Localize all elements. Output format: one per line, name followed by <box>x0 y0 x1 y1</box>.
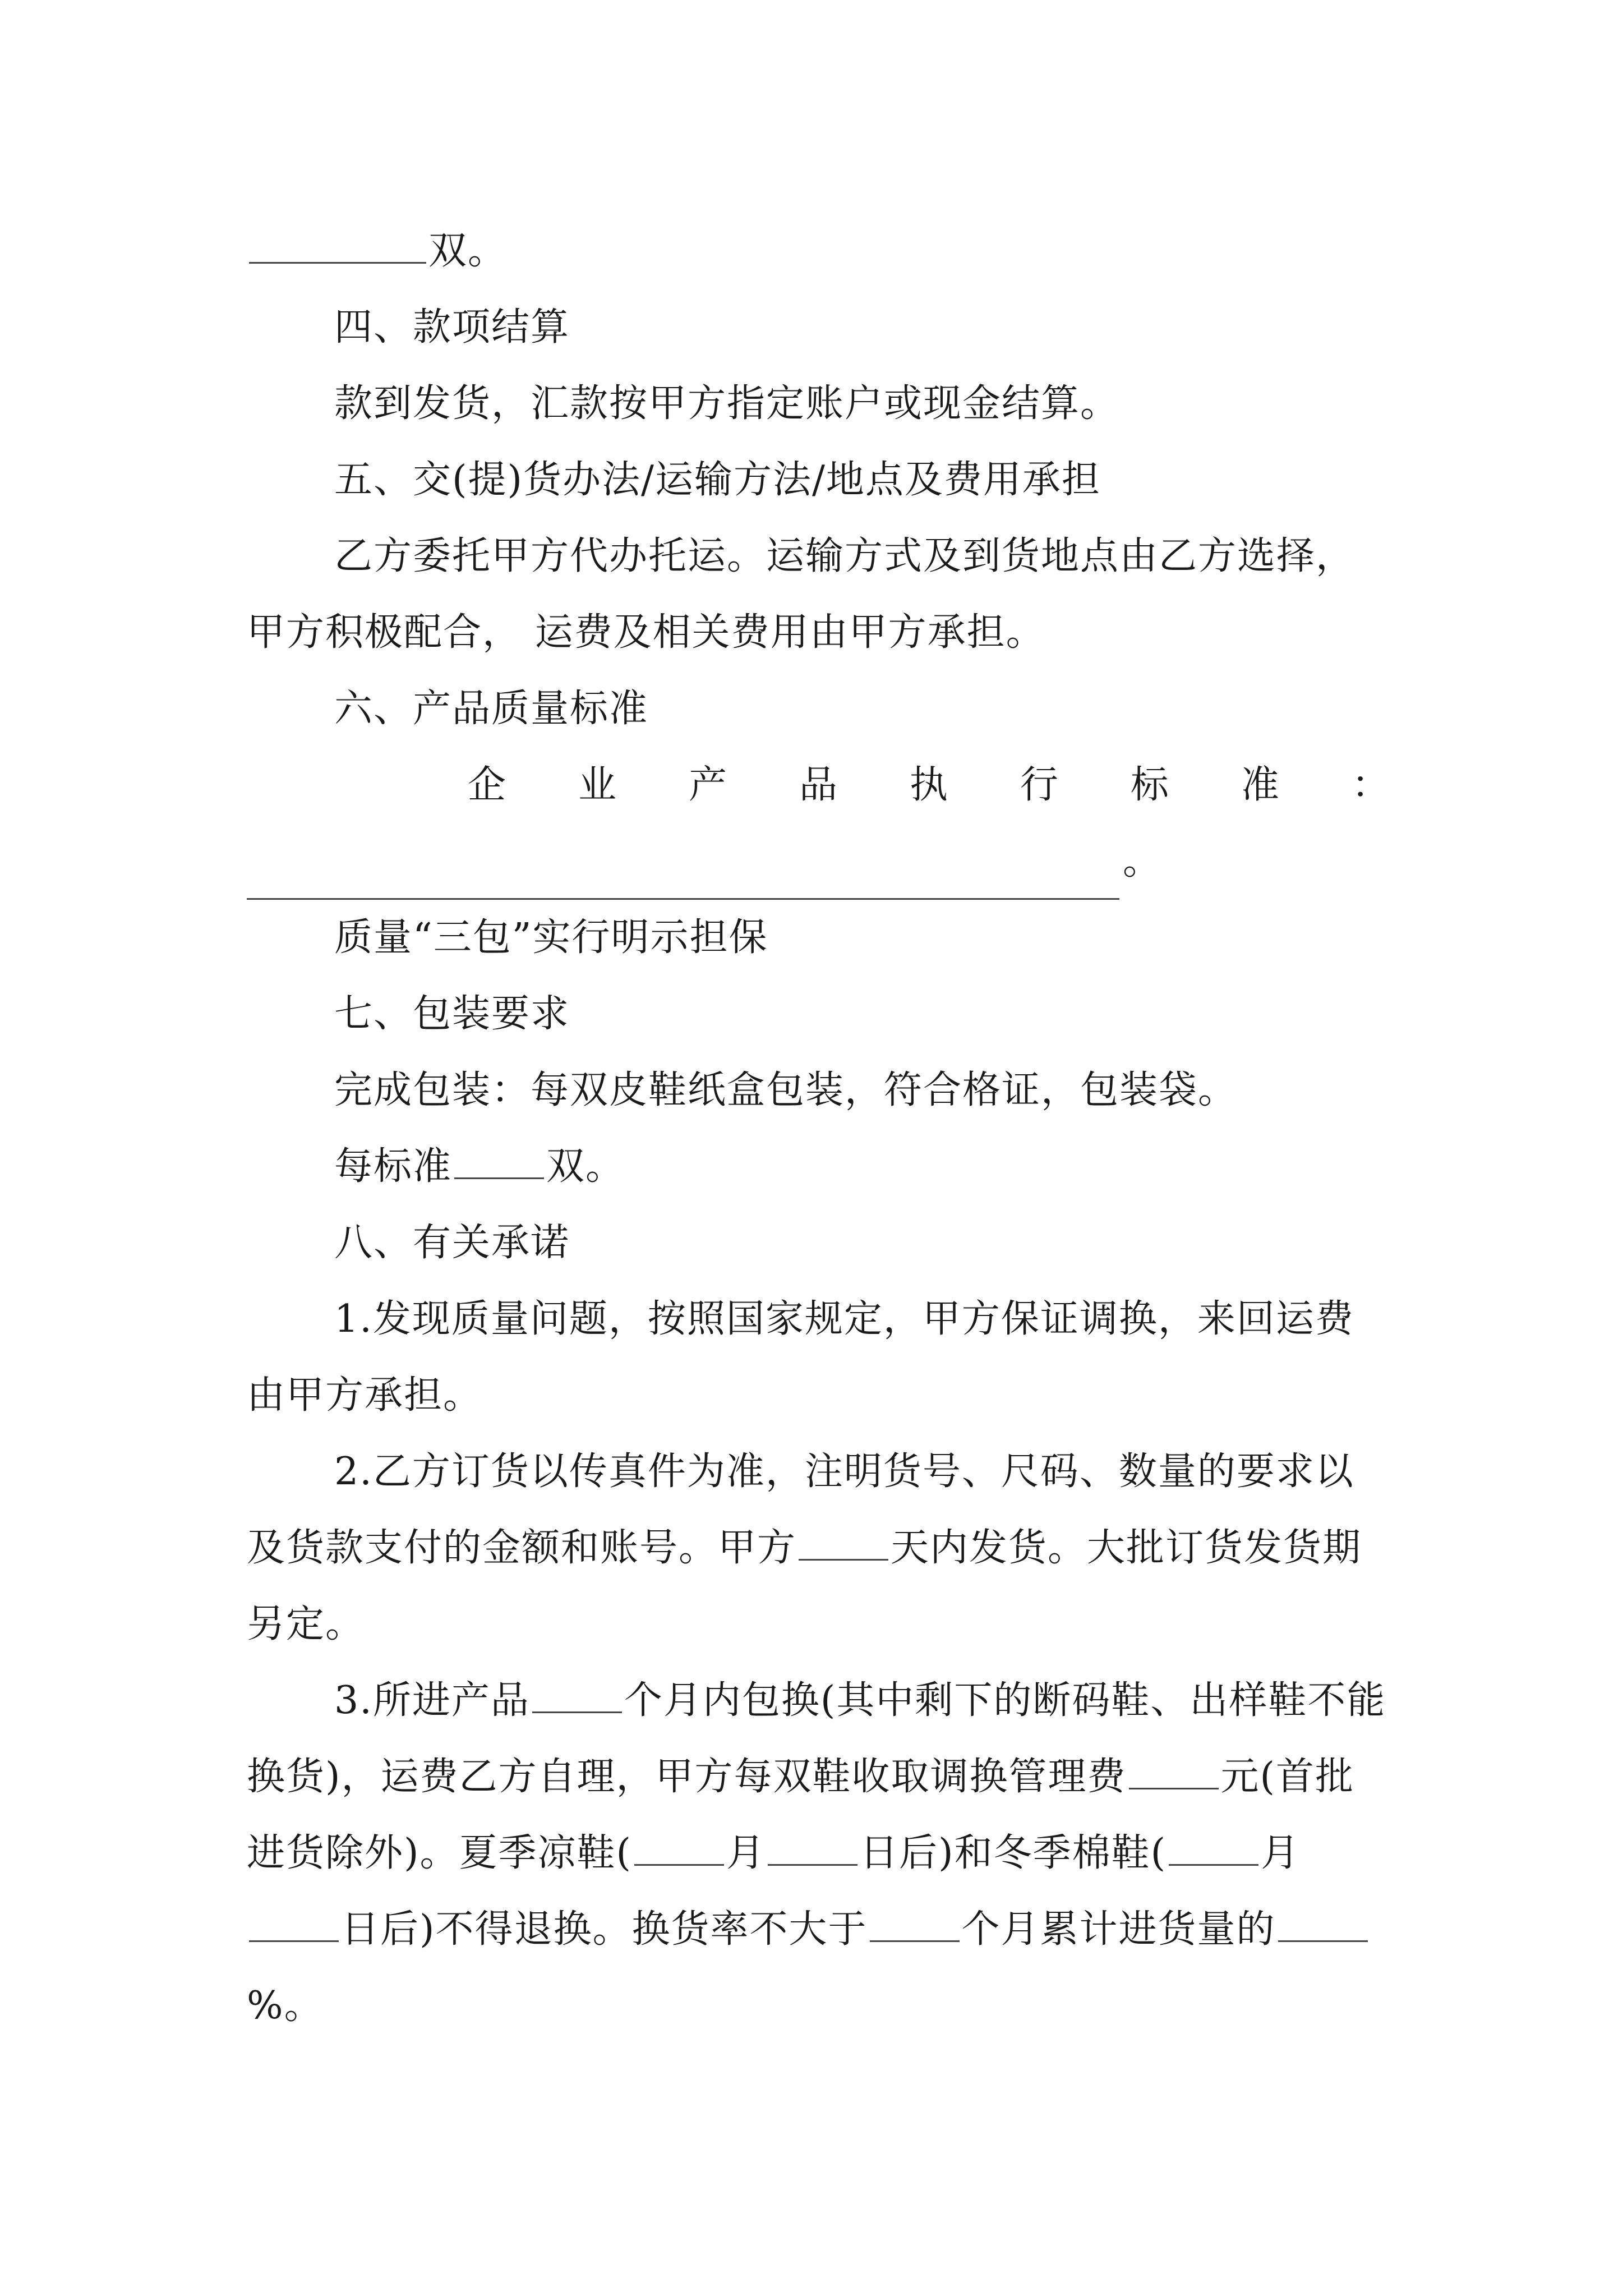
blank-field <box>247 864 1119 900</box>
section-8-heading: 八、有关承诺 <box>334 1221 570 1265</box>
section-6-text: 质量“三包”实行明示担保 <box>334 915 768 960</box>
section-7-quantity: 每标准 双。 <box>334 1144 625 1189</box>
section-8-item-2: 2.乙方订货以传真件为准，注明货号、尺码、数量的要求以及货款支付的金额和账号。甲方 天内发货。大批订货发货期另定。 <box>247 1450 1362 1646</box>
section-7-heading: 七、包装要求 <box>334 992 570 1036</box>
blank-field <box>870 1907 960 1942</box>
section-4-text: 款到发货，汇款按甲方指定账户或现金结算。 <box>334 381 1120 426</box>
document-page <box>247 213 1391 2044</box>
section-5-text: 乙方委托甲方代办托运。运输方式及到货地点由乙方选择，甲方积极配合， 运费及相关费用由甲方承担。 <box>247 534 1355 655</box>
blank-field <box>1129 1754 1219 1789</box>
blank-field <box>768 1830 857 1866</box>
blank-field <box>1278 1907 1368 1942</box>
section-6-heading: 六、产品质量标准 <box>334 687 649 731</box>
section-5-heading: 五、交(提)货办法/运输方法/地点及费用承担 <box>334 458 1101 502</box>
section-8-item-3: 3.所进产品 个月内包换(其中剩下的断码鞋、出样鞋不能换货)，运费乙方自理，甲方每双鞋收取调换管理费 元(首批进货除外)。夏季凉鞋( 月 日后)和冬季棉鞋( 月日后)不得退换。换货率不大于 个月累计进货量的%。 <box>247 1678 1386 2028</box>
blank-field <box>1169 1830 1258 1866</box>
blank-field <box>454 1144 544 1179</box>
section-6-standard-label: 企 业 产 品 执 行 标 准 ： <box>468 763 1391 807</box>
blank-field <box>634 1830 724 1866</box>
section-7-text: 完成包装：每双皮鞋纸盒包装，符合格证，包装袋。 <box>334 1068 1238 1112</box>
line-quantity-suffix: 双。 <box>247 213 1391 289</box>
section-6-standard-blank: 。 <box>247 823 1391 900</box>
blank-field <box>799 1525 888 1561</box>
blank-field <box>249 1907 339 1942</box>
section-8-item-1: 1.发现质量问题，按照国家规定，甲方保证调换，来回运费由甲方承担。 <box>247 1297 1354 1418</box>
blank-field <box>249 228 426 264</box>
section-4-heading: 四、款项结算 <box>334 305 570 349</box>
blank-field <box>532 1678 622 1713</box>
